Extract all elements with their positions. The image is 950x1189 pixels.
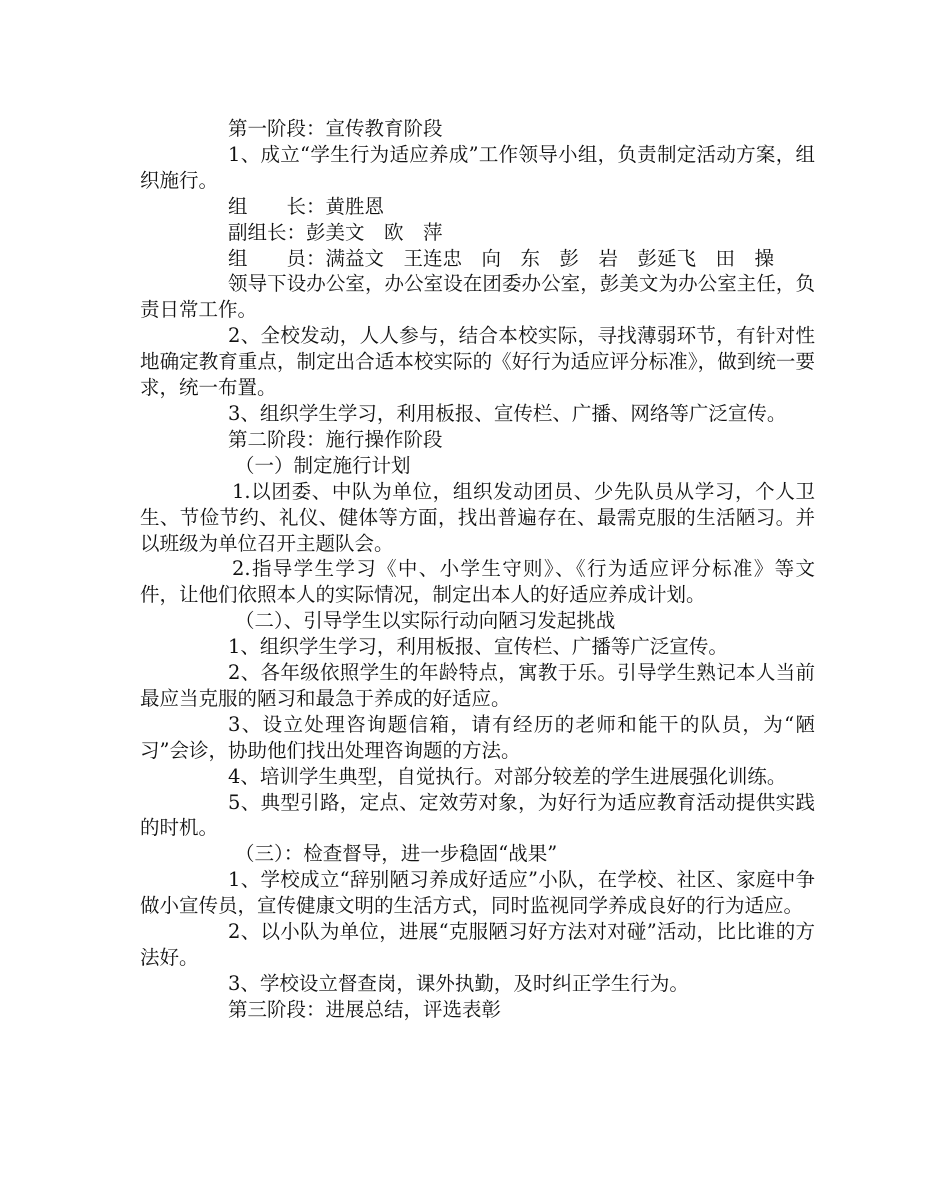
stage-2-heading: 第二阶段：施行操作阶段	[228, 427, 443, 451]
paragraph: 5、典型引路，定点、定效劳对象，为好行为适应教育活动提供实践的时机。	[140, 790, 815, 840]
subsection-3-heading: （三）：检查督导，进一步稳固“战果”	[235, 842, 558, 866]
subsection-2-heading: （二）、引导学生以实际行动向陋习发起挑战	[235, 609, 616, 633]
paragraph: 1、成立“学生行为适应养成”工作领导小组，负责制定活动方案，组织施行。	[140, 142, 815, 192]
paragraph: 1、学校成立“辞别陋习养成好适应”小队，在学校、社区、家庭中争做小宣传员，宣传健康文明的生活方式，同时监视同学养成良好的行为适应。	[140, 868, 815, 918]
stage-1-heading: 第一阶段：宣传教育阶段	[228, 117, 443, 140]
paragraph: 2.指导学生学习《中、小学生守则》、《行为适应评分标准》等文件，让他们依照本人的实际情况，制定出本人的好适应养成计划。	[140, 557, 815, 607]
paragraph: 2、各年级依照学生的年龄特点，寓教于乐。引导学生熟记本人当前最应当克服的陋习和最急于养成的好适应。	[140, 661, 815, 710]
paragraph: 1、组织学生学习，利用板报、宣传栏、广播等广泛宣传。	[228, 635, 728, 659]
team-leader-line: 组 长：黄胜恩	[228, 194, 385, 218]
paragraph: 2、全校发动，人人参与，结合本校实际，寻找薄弱环节，有针对性地确定教育重点，制定出合适本校实际的《好行为适应评分标准》，做到统一要求，统一布置。	[140, 324, 815, 400]
deputy-leader-line: 副组长：彭美文 欧 萍	[228, 220, 443, 244]
paragraph: 3、组织学生学习，利用板报、宣传栏、广播、网络等广泛宣传。	[228, 401, 787, 425]
paragraph: 3、设立处理咨询题信箱，请有经历的老师和能干的队员，为“陋习”会诊，协助他们找出处理咨询题的方法。	[140, 712, 815, 762]
paragraph: 4、培训学生典型，自觉执行。对部分较差的学生进展强化训练。	[228, 764, 787, 788]
paragraph: 1.以团委、中队为单位，组织发动团员、少先队员从学习，个人卫生、节俭节约、礼仪、健体等方面，找出普遍存在、最需克服的生活陋习。并以班级为单位召开主题队会。	[140, 479, 815, 555]
document-body	[140, 116, 815, 1023]
subsection-1-heading: （一）制定施行计划	[235, 453, 411, 477]
team-members-line: 组 员：满益文 王连忠 向 东 彭 岩 彭延飞 田 操	[228, 246, 775, 270]
paragraph: 2、以小队为单位，进展“克服陋习好方法对对碰”活动，比比谁的方法好。	[140, 920, 815, 969]
paragraph: 领导下设办公室，办公室设在团委办公室，彭美文为办公室主任，负责日常工作。	[140, 272, 815, 322]
paragraph: 3、学校设立督查岗，课外执勤，及时纠正学生行为。	[228, 971, 689, 995]
stage-3-heading: 第三阶段：进展总结，评选表彰	[228, 997, 502, 1021]
